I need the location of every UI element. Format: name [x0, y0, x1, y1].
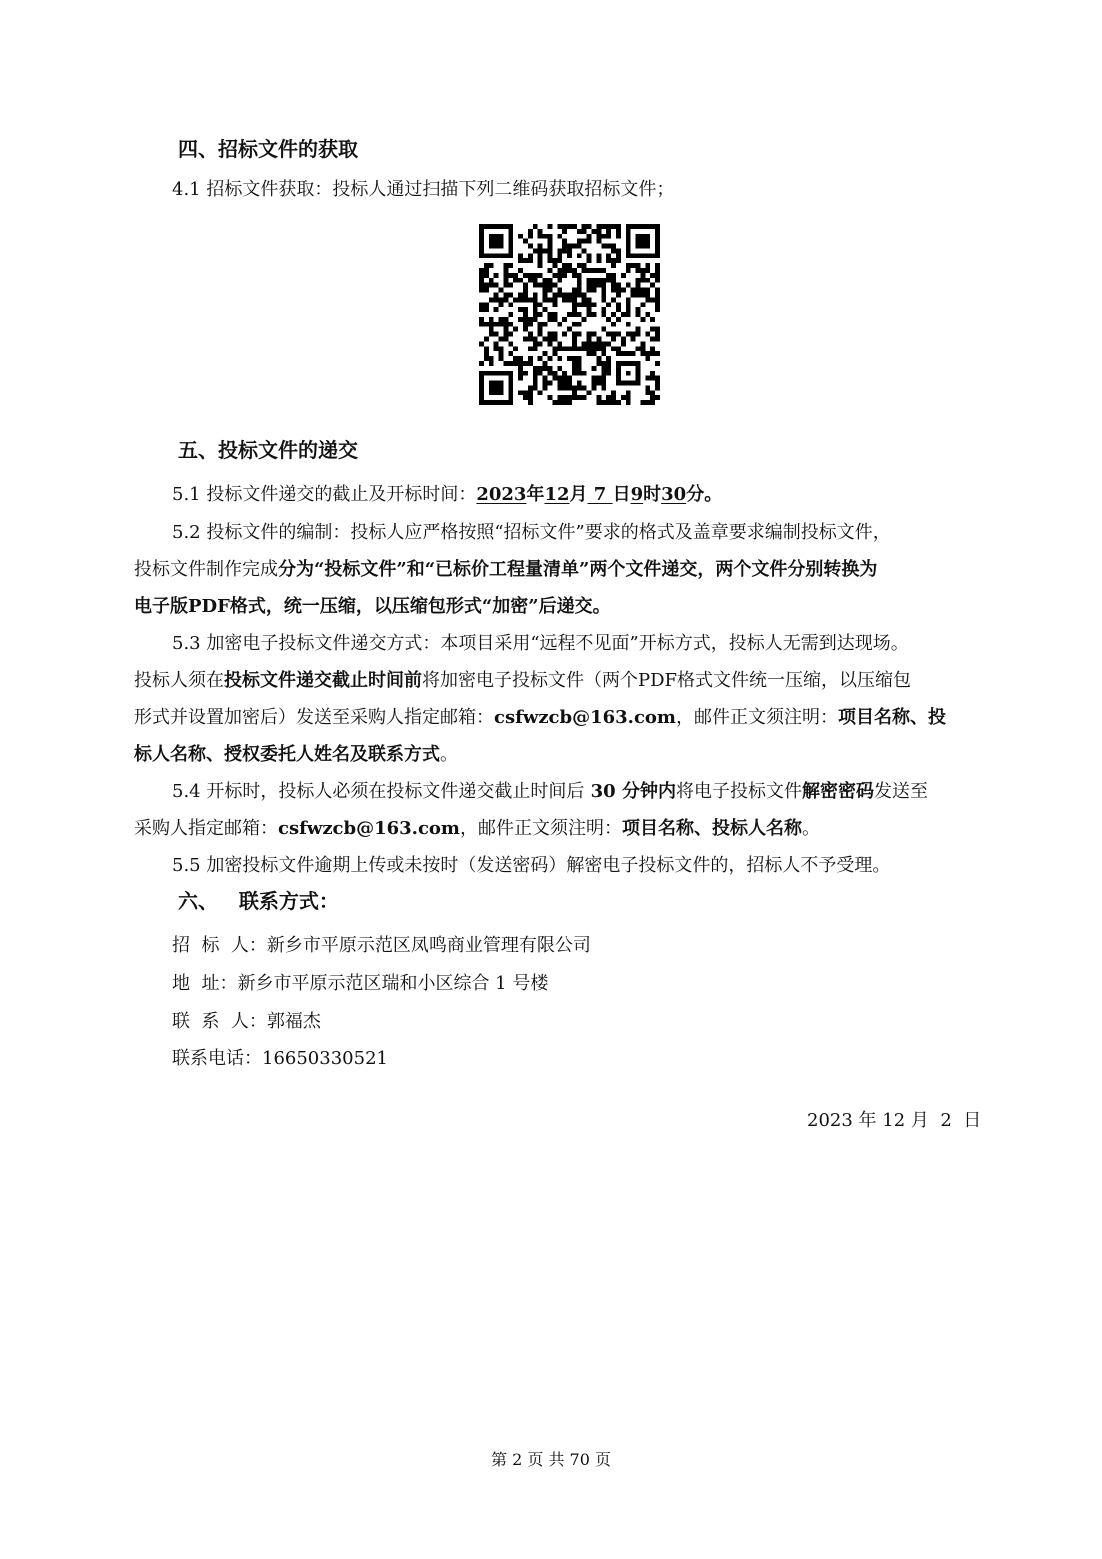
p54-plain-1: 5.4 开标时，投标人必须在投标文件递交截止时间后 — [172, 781, 585, 802]
paragraph-5-4-line-2 — [134, 817, 820, 841]
section-5-heading: 五、投标文件的递交 — [178, 438, 358, 462]
section-4-heading: 四、招标文件的获取 — [178, 137, 358, 161]
p51-year: 2023 — [476, 484, 527, 505]
p54-email: csfwzcb@163.com — [278, 818, 460, 839]
p53-bold-deadline: 投标文件递交截止时间前 — [224, 670, 422, 691]
contact-phone: 联系电话：16650330521 — [172, 1048, 388, 1069]
paragraph-5-2-line-2 — [134, 558, 877, 582]
p54-plain-4: 采购人指定邮箱： — [134, 818, 278, 839]
p53-bold-names: 标人名称、授权委托人姓名及联系方式 — [134, 744, 440, 765]
p52-bold: 分为“投标文件”和“已标价工程量清单”两个文件递交，两个文件分别转换为 — [278, 559, 878, 580]
paragraph-5-1 — [172, 483, 722, 507]
paragraph-5-3-line-4 — [134, 743, 458, 767]
paragraph-5-2-line-1: 5.2 投标文件的编制：投标人应严格按照“招标文件”要求的格式及盖章要求编制投标文件， — [172, 522, 891, 543]
p51-prefix: 5.1 投标文件递交的截止及开标时间： — [172, 484, 477, 505]
contact-address: 地 址：新乡市平原示范区瑞和小区综合 1 号楼 — [172, 973, 549, 994]
p54-plain-2: 将电子投标文件 — [675, 781, 802, 802]
p54-end: 。 — [801, 818, 820, 839]
p54-bold-project: 项目名称、投标人名称 — [621, 818, 802, 839]
paragraph-5-3-line-2 — [134, 669, 911, 693]
p51-day: 7 — [587, 484, 613, 505]
p53-plain-2: 将加密电子投标文件（两个PDF格式文件统一压缩，以压缩包 — [422, 670, 912, 691]
p51-minute: 30 — [661, 484, 687, 505]
contact-person: 联 系 人：郭福杰 — [172, 1011, 321, 1032]
page-footer: 第 2 页 共 70 页 — [491, 1450, 611, 1469]
paragraph-5-2-line-3: 电子版PDF格式，统一压缩，以压缩包形式“加密”后递交。 — [134, 596, 611, 617]
document-date: 2023 年 12 月 2 日 — [807, 1110, 982, 1131]
p53-bold-project: 项目名称、投 — [837, 707, 946, 728]
paragraph-5-3-line-3 — [134, 706, 946, 730]
paragraph-4-1: 4.1 招标文件获取：投标人通过扫描下列二维码获取招标文件； — [172, 179, 675, 200]
p53-email: csfwzcb@163.com — [494, 707, 676, 728]
p54-plain-3: 发送至 — [873, 781, 928, 802]
p54-bold-password: 解密密码 — [801, 781, 874, 802]
p53-plain-1: 投标人须在 — [134, 670, 224, 691]
p51-day-unit: 日 — [612, 484, 631, 505]
p53-plain-3: 形式并设置加密后）发送至采购人指定邮箱： — [134, 707, 494, 728]
p51-hour-unit: 时 — [643, 484, 662, 505]
contact-tenderer: 招 标 人：新乡市平原示范区凤鸣商业管理有限公司 — [172, 935, 591, 956]
p51-month-unit: 月 — [569, 484, 588, 505]
p54-bold-30min: 30 分钟内 — [584, 781, 676, 802]
p51-minute-unit: 分 — [686, 484, 705, 505]
p52-plain: 投标文件制作完成 — [134, 559, 278, 580]
section-6-heading: 六、 联系方式： — [178, 889, 339, 913]
paragraph-5-3-line-1: 5.3 加密电子投标文件递交方式：本项目采用“远程不见面”开标方式，投标人无需到达现场。 — [172, 633, 909, 654]
paragraph-5-4-line-1 — [172, 780, 928, 804]
p53-plain-4: ，邮件正文须注明： — [675, 707, 838, 728]
qr-code-image — [479, 224, 660, 405]
paragraph-5-5: 5.5 加密投标文件逾期上传或未按时（发送密码）解密电子投标文件的，招标人不予受理。 — [172, 855, 891, 876]
p53-end: 。 — [440, 744, 458, 765]
p51-month: 12 — [544, 484, 570, 505]
p51-end: 。 — [704, 484, 723, 505]
p54-plain-5: ，邮件正文须注明： — [459, 818, 622, 839]
p51-hour: 9 — [630, 484, 644, 505]
p51-year-unit: 年 — [526, 484, 545, 505]
